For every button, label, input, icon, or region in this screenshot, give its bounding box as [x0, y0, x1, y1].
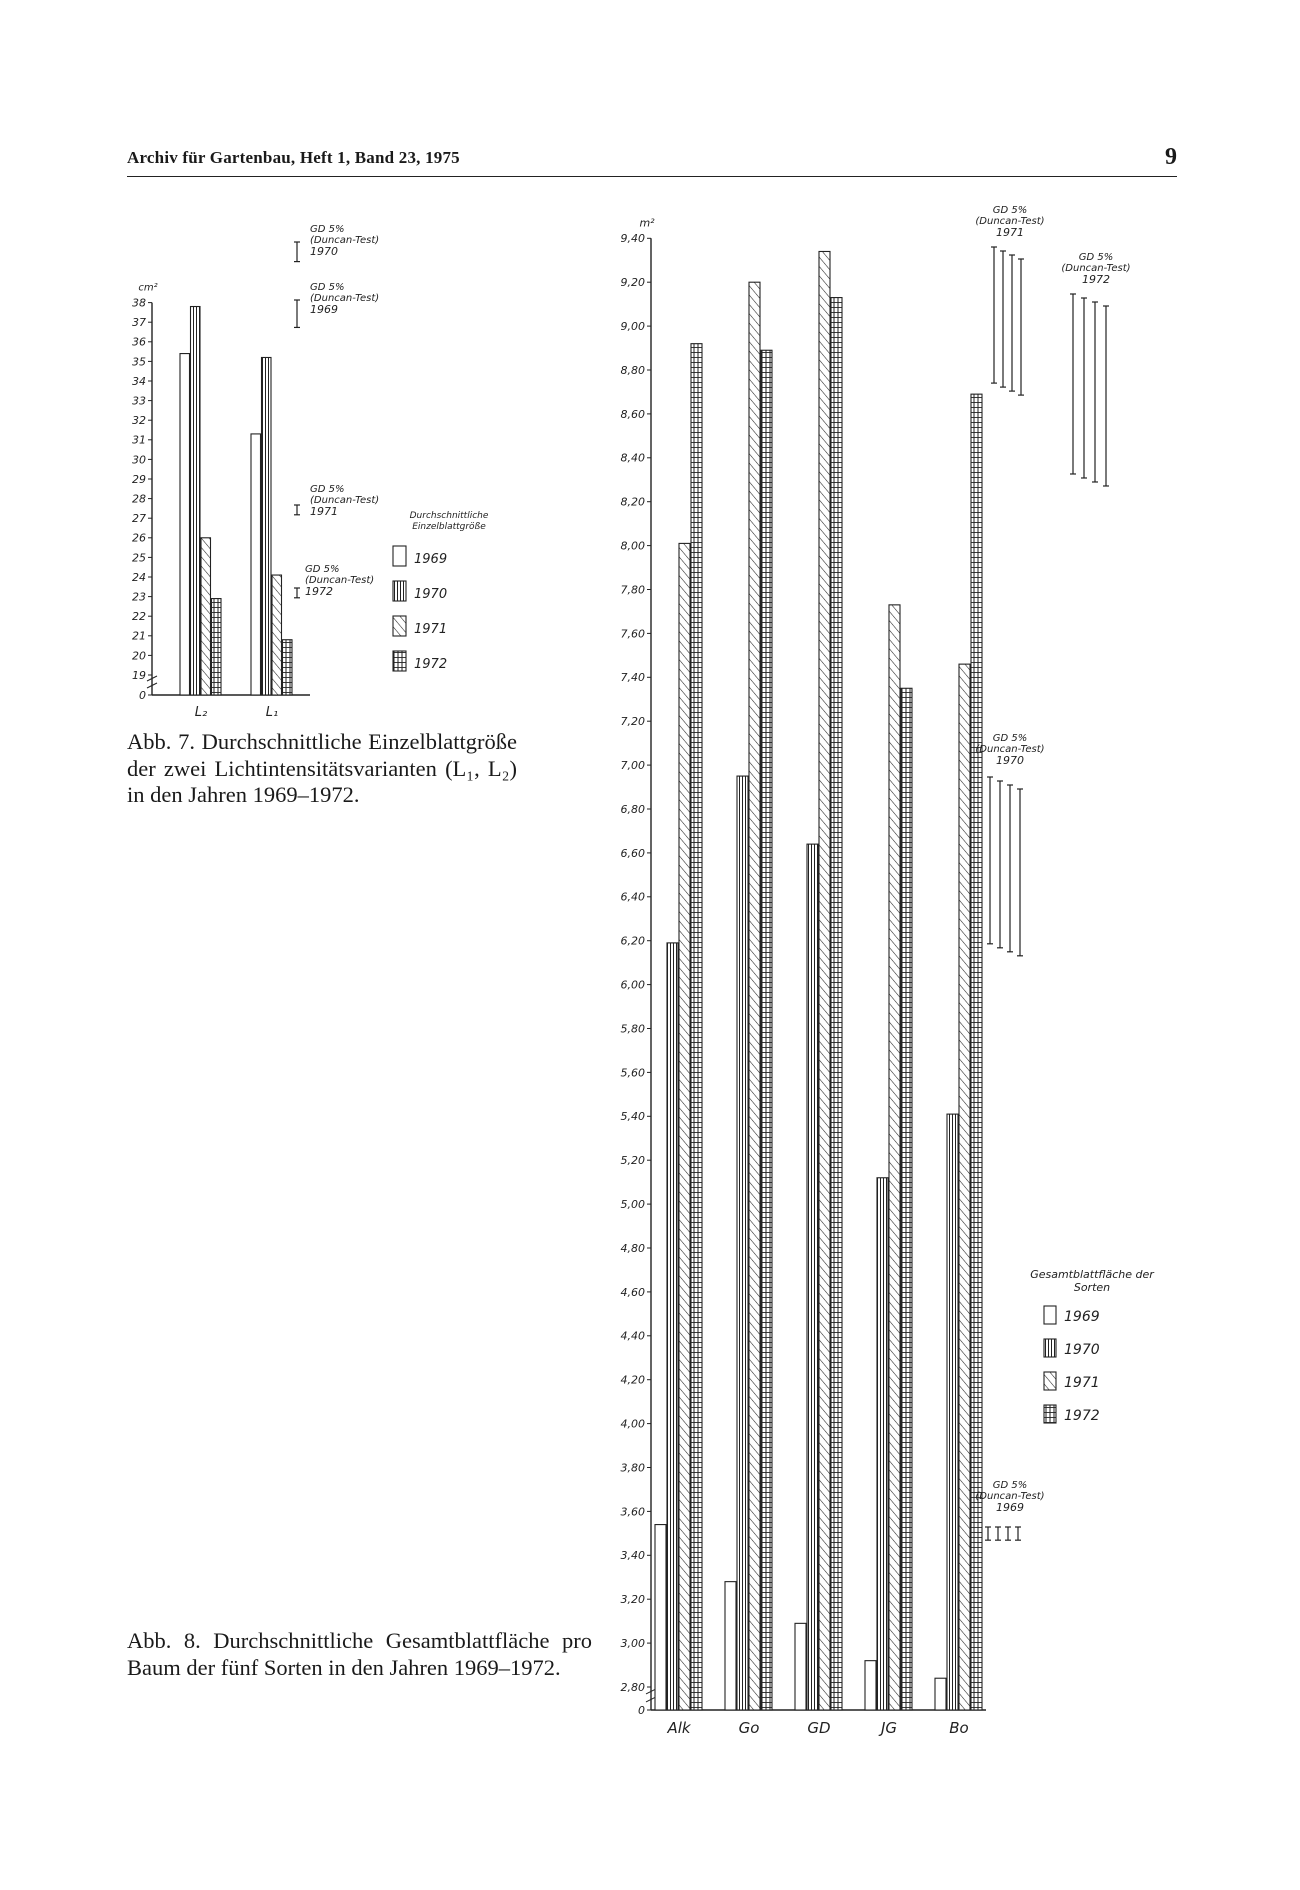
- y-tick-label: 6,40: [620, 890, 645, 904]
- y-tick-label: 23: [132, 590, 146, 604]
- bar-1969-2: [795, 1623, 806, 1710]
- legend-swatch-1970: [1044, 1339, 1056, 1357]
- figure-8-chart: [621, 205, 1156, 1737]
- bar-1970-3: [877, 1178, 888, 1710]
- gd-note-1969: [975, 1480, 1044, 1540]
- y-tick-label: 5,60: [620, 1066, 645, 1080]
- y-tick-label: 9,40: [620, 232, 645, 246]
- gd-note-1971: [975, 205, 1044, 395]
- y-tick-label: 5,20: [620, 1154, 645, 1168]
- y-tick-label: 4,80: [620, 1241, 645, 1255]
- bar-1970-0: [667, 943, 678, 1710]
- y-tick-label: 7,00: [620, 758, 645, 772]
- gd-year-label: 1969: [310, 303, 338, 316]
- page-number: 9: [1165, 144, 1177, 170]
- y-tick-label: 3,40: [620, 1549, 645, 1563]
- y-tick-label: 4,00: [620, 1417, 645, 1431]
- gd-note-1971: [294, 484, 379, 518]
- legend-label-1970: 1970: [414, 587, 448, 602]
- y-tick-label: 29: [132, 472, 146, 486]
- y-tick-label: 30: [132, 453, 146, 467]
- y-tick-label: 27: [132, 512, 146, 526]
- gd-year-label: 1970: [310, 245, 338, 258]
- y-tick-label: 7,60: [620, 627, 645, 641]
- bar-1970-2: [807, 844, 818, 1710]
- y-tick-label: 21: [132, 629, 146, 643]
- bar-1970-1: [262, 357, 272, 695]
- x-category-label: Bo: [949, 1719, 969, 1737]
- bar-1969-0: [180, 354, 190, 695]
- y-tick-label: 9,00: [620, 319, 645, 333]
- x-category-label: GD: [807, 1719, 831, 1737]
- y-tick-label: 4,60: [620, 1285, 645, 1299]
- gd-test-label: (Duncan-Test): [975, 216, 1045, 227]
- bar-1969-1: [251, 434, 261, 695]
- y-tick-label: 7,80: [620, 583, 645, 597]
- y-tick-label: 32: [132, 414, 146, 428]
- bar-1972-0: [691, 344, 702, 1710]
- legend-swatch-1971: [1044, 1372, 1056, 1390]
- gd-label: GD 5%: [992, 205, 1028, 216]
- y-tick-label: 31: [132, 433, 146, 447]
- y-tick-label: 37: [132, 316, 146, 330]
- y-tick-label: 4,20: [620, 1373, 645, 1387]
- y-tick-label: 6,00: [620, 978, 645, 992]
- figure-8-caption: Abb. 8. Durchschnittliche Gesamtblattfläche pro Baum der fünf Sorten in den Jahren 1969–1972.: [127, 1628, 592, 1680]
- legend-label-1971: 1971: [1064, 1375, 1100, 1391]
- y-tick-label: 9,20: [620, 276, 645, 290]
- y-unit-label: m²: [639, 216, 655, 230]
- legend-swatch-1970: [393, 581, 406, 601]
- figure-7-chart: [132, 224, 489, 720]
- legend-swatch-1969: [1044, 1306, 1056, 1324]
- bar-1971-3: [889, 605, 900, 1710]
- gd-year-label: 1972: [1082, 273, 1110, 286]
- gd-label: GD 5%: [1078, 252, 1114, 263]
- legend-label-1972: 1972: [414, 657, 448, 672]
- bar-1969-3: [865, 1661, 876, 1710]
- legend-title: Durchschnittliche: [409, 511, 489, 521]
- bar-1971-0: [679, 543, 690, 1710]
- y-tick-label: 8,00: [620, 539, 645, 553]
- bar-1970-1: [737, 776, 748, 1710]
- legend-label-1970: 1970: [1064, 1342, 1100, 1358]
- gd-test-label: (Duncan-Test): [310, 235, 380, 246]
- gd-test-label: (Duncan-Test): [305, 575, 375, 586]
- bar-1972-1: [761, 350, 772, 1710]
- y-tick-label: 36: [132, 335, 146, 349]
- bar-1970-0: [191, 307, 201, 695]
- bar-1972-2: [831, 298, 842, 1710]
- gd-test-label: (Duncan-Test): [1061, 263, 1131, 274]
- y-tick-label: 3,80: [620, 1461, 645, 1475]
- y-tick-label: 5,00: [620, 1197, 645, 1211]
- x-category-label: Go: [738, 1719, 760, 1737]
- gd-year-label: 1971: [996, 226, 1024, 239]
- gd-label: GD 5%: [310, 282, 345, 293]
- x-category-label: L₁: [265, 705, 279, 720]
- y-tick-label: 3,20: [620, 1593, 645, 1607]
- bar-1971-2: [819, 251, 830, 1710]
- legend-title: Gesamtblattfläche der: [1030, 1268, 1154, 1281]
- chart-legend: [1030, 1268, 1155, 1424]
- y-tick-label: 0: [638, 1703, 645, 1717]
- y-tick-label: 24: [132, 570, 146, 584]
- bar-1969-0: [655, 1525, 666, 1710]
- legend-label-1971: 1971: [414, 622, 448, 637]
- gd-year-label: 1969: [996, 1501, 1024, 1514]
- gd-note-1972: [294, 564, 374, 598]
- y-tick-label: 19: [132, 668, 146, 682]
- y-unit-label: cm²: [138, 282, 158, 294]
- bar-1970-4: [947, 1114, 958, 1710]
- y-tick-label: 3,00: [620, 1636, 645, 1650]
- y-tick-label: 5,80: [620, 1022, 645, 1036]
- bar-1971-1: [272, 575, 282, 695]
- legend-title: Sorten: [1073, 1281, 1111, 1294]
- bar-1972-4: [971, 394, 982, 1710]
- x-category-label: JG: [880, 1719, 898, 1737]
- chart-legend: [393, 511, 489, 672]
- legend-swatch-1972: [1044, 1405, 1056, 1423]
- gd-test-label: (Duncan-Test): [310, 495, 380, 506]
- y-tick-label: 20: [132, 649, 146, 663]
- gd-label: GD 5%: [310, 224, 345, 235]
- gd-label: GD 5%: [992, 733, 1028, 744]
- y-tick-label: 8,40: [620, 451, 645, 465]
- bar-1971-0: [201, 538, 211, 695]
- y-tick-label: 33: [132, 394, 146, 408]
- legend-swatch-1971: [393, 616, 406, 636]
- bar-1972-1: [283, 640, 293, 695]
- gd-label: GD 5%: [992, 1480, 1028, 1491]
- y-tick-label: 22: [132, 610, 146, 624]
- y-tick-label: 5,40: [620, 1110, 645, 1124]
- x-category-label: Alk: [667, 1719, 691, 1737]
- gd-note-1970: [294, 224, 379, 262]
- bar-1971-4: [959, 664, 970, 1710]
- x-category-label: L₂: [194, 705, 208, 720]
- legend-swatch-1972: [393, 651, 406, 671]
- y-tick-label: 6,20: [620, 934, 645, 948]
- bar-1971-1: [749, 282, 760, 1710]
- y-tick-label: 28: [132, 492, 146, 506]
- figure-7-caption: Abb. 7. Durchschnittliche Einzelblattgröße der zwei Lichtintensitätsvarianten (L₁, L₂) in den Jahren 1969–1972.: [127, 729, 517, 807]
- bar-1972-3: [901, 688, 912, 1710]
- y-tick-label: 7,20: [620, 715, 645, 729]
- gd-test-label: (Duncan-Test): [975, 744, 1045, 755]
- y-tick-label: 8,80: [620, 363, 645, 377]
- y-tick-label: 34: [132, 374, 146, 388]
- gd-year-label: 1970: [996, 754, 1024, 767]
- y-tick-label: 26: [132, 531, 146, 545]
- gd-year-label: 1972: [305, 585, 333, 598]
- y-tick-label: 8,20: [620, 495, 645, 509]
- gd-test-label: (Duncan-Test): [310, 293, 380, 304]
- bar-1972-0: [212, 599, 222, 695]
- y-tick-label: 35: [132, 355, 146, 369]
- gd-note-1972: [1061, 252, 1130, 486]
- gd-year-label: 1971: [310, 505, 338, 518]
- legend-label-1972: 1972: [1064, 1408, 1100, 1424]
- legend-label-1969: 1969: [1064, 1309, 1100, 1325]
- gd-label: GD 5%: [310, 484, 345, 495]
- y-tick-label: 2,80: [620, 1680, 645, 1694]
- bar-1969-1: [725, 1582, 736, 1710]
- gd-note-1969: [294, 282, 379, 327]
- y-tick-label: 25: [132, 551, 146, 565]
- y-tick-label: 3,60: [620, 1505, 645, 1519]
- y-tick-label: 8,60: [620, 407, 645, 421]
- y-tick-label: 6,60: [620, 846, 645, 860]
- legend-title: Einzelblattgröße: [412, 522, 486, 532]
- gd-test-label: (Duncan-Test): [975, 1491, 1045, 1502]
- bar-1969-4: [935, 1678, 946, 1710]
- gd-note-1970: [975, 733, 1044, 956]
- y-tick-label: 6,80: [620, 802, 645, 816]
- y-tick-label: 38: [132, 296, 146, 310]
- gd-label: GD 5%: [305, 564, 340, 575]
- legend-label-1969: 1969: [414, 552, 448, 567]
- legend-swatch-1969: [393, 546, 406, 566]
- y-tick-label: 7,40: [620, 671, 645, 685]
- running-head-text: Archiv für Gartenbau, Heft 1, Band 23, 1975: [127, 148, 460, 167]
- y-tick-label: 0: [139, 688, 146, 702]
- y-tick-label: 4,40: [620, 1329, 645, 1343]
